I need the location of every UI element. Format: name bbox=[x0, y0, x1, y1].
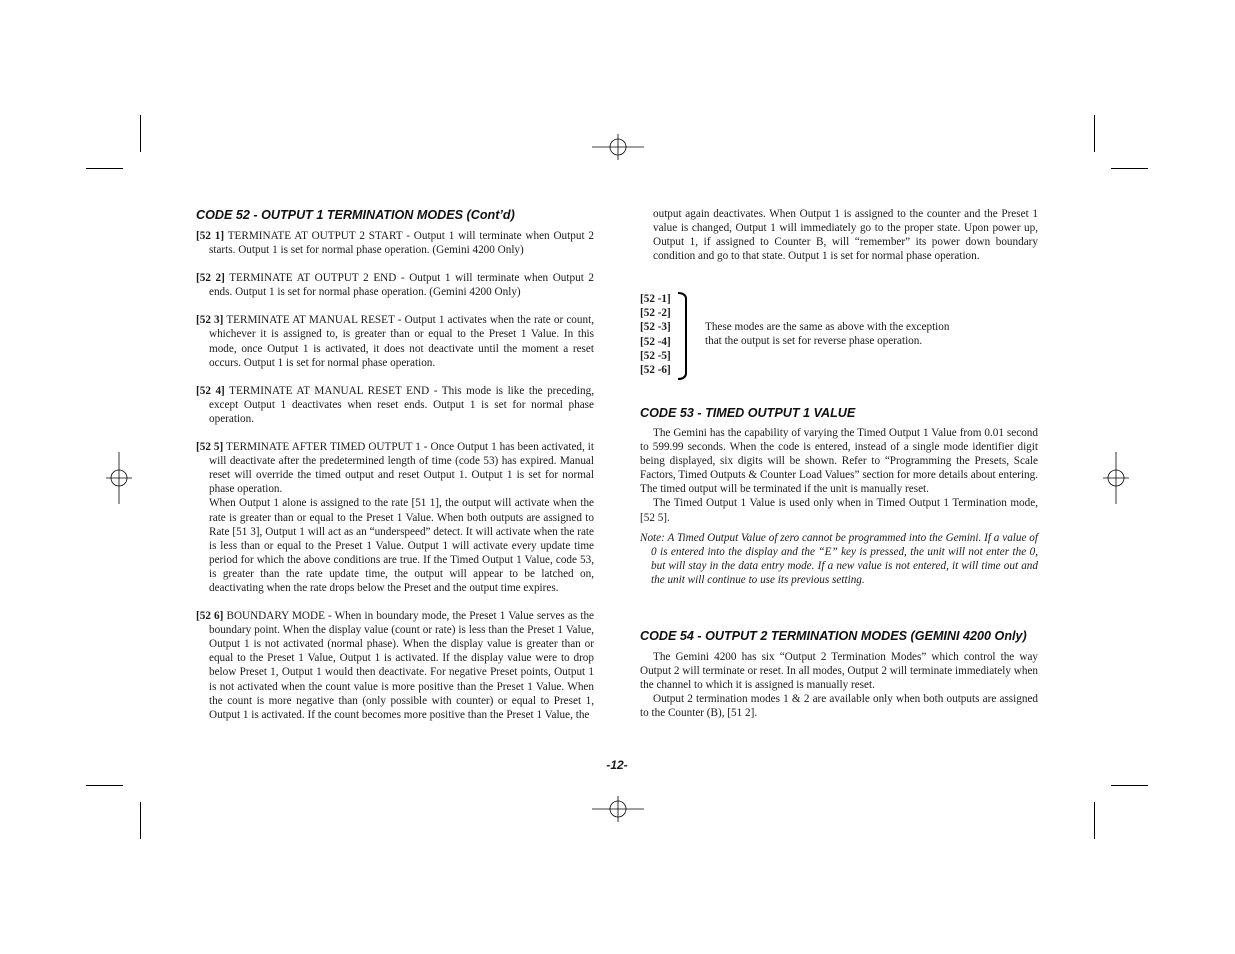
crop-mark bbox=[1111, 785, 1148, 786]
right-bracket-icon bbox=[676, 291, 692, 381]
crop-mark bbox=[1094, 115, 1095, 152]
mode-entry-52-6 bbox=[196, 609, 594, 722]
mode-entry-52-1 bbox=[196, 229, 594, 257]
reverse-code: [52 -5] bbox=[640, 349, 671, 362]
mode-entry-52-5 bbox=[196, 440, 594, 595]
registration-mark-icon bbox=[592, 794, 644, 824]
reverse-code: [52 -3] bbox=[640, 321, 671, 334]
mode-description: TERMINATE AT MANUAL RESET - Output 1 activates when the rate or count, whichever it is assigned to, is greater than or equal to the Preset 1 Value. In this mode, once Output 1 is activated, it does not deactivate until the moment a reset occurs. Output 1 is set for normal phase operation. bbox=[209, 314, 594, 369]
crop-mark bbox=[86, 785, 123, 786]
mode-description: TERMINATE AT MANUAL RESET END - This mode is like the preceding, except Output 1 deactivates when reset ends. Output 1 is set for normal phase operation. bbox=[209, 384, 594, 425]
crop-mark bbox=[86, 168, 123, 169]
mode-description: TERMINATE AT OUTPUT 2 END - Output 1 will terminate when Output 2 ends. Output 1 is set for normal phase operation. (Gemini 4200 Only) bbox=[209, 272, 594, 299]
continuation-text: output again deactivates. When Output 1 is assigned to the counter and the Preset 1 value is changed, Output 1 will immediately go to the proper state. Upon power up, Output 1, if assigned to Counter B, will “remember” its power down boundary condition and go to that state. Output 1 is set for normal phase operation. bbox=[653, 208, 1038, 263]
code-52-heading: CODE 52 - OUTPUT 1 TERMINATION MODES (Cont’d) bbox=[196, 208, 515, 222]
registration-mark-icon bbox=[1101, 452, 1131, 504]
reverse-codes-list bbox=[640, 292, 671, 377]
crop-mark bbox=[140, 115, 141, 152]
reverse-code: [52 -4] bbox=[640, 335, 671, 348]
reverse-phase-note bbox=[705, 320, 949, 348]
reverse-code: [52 -1] bbox=[640, 293, 671, 305]
crop-mark bbox=[1094, 802, 1095, 839]
code-53-section bbox=[640, 405, 1038, 587]
mode-description: BOUNDARY MODE - When in boundary mode, the Preset 1 Value serves as the boundary point. When the display value (count or rate) is less than the Preset 1 Value, Output 1 is not activated (normal phase). When the display value is greater than or equal to the Preset 1 Value, Output 1 is activated. If the display value were to drop below Preset 1, Output 1 would then deactivate. For negative Preset points, Output 1 is not activated when the count value is more positive than the Preset 1 Value. When the count is more negative than (only possible with counter) or equal to Preset 1, Output 1 is activated. If the count becomes more positive than the Preset 1 Value, the bbox=[209, 610, 595, 721]
registration-mark-icon bbox=[104, 452, 134, 504]
crop-mark bbox=[1111, 168, 1148, 169]
reverse-note-line: that the output is set for reverse phase operation. bbox=[705, 335, 923, 348]
code-54-heading: CODE 54 - OUTPUT 2 TERMINATION MODES (GEMINI 4200 Only) bbox=[640, 629, 1027, 643]
mode-entry-52-2 bbox=[196, 271, 594, 299]
reverse-code: [52 -6] bbox=[640, 364, 671, 377]
mode-description: TERMINATE AFTER TIMED OUTPUT 1 - Once Output 1 has been activated, it will deactivate after the predetermined length of time (code 53) has expired. Manual reset will override the timed output and reset Output 1. Output 1 is set for normal phase operation. bbox=[209, 441, 595, 496]
mode-entry-52-4 bbox=[196, 384, 594, 426]
registration-mark-icon bbox=[592, 132, 644, 162]
mode-code: [52 2] bbox=[196, 272, 225, 285]
code-54-paragraph: The Gemini 4200 has six “Output 2 Termination Modes” which control the way Output 2 will terminate or reset. In all modes, Output 2 will terminate immediately when the channel to which it is assigned is manually reset. bbox=[640, 651, 1038, 692]
mode-code: [52 5] bbox=[196, 441, 224, 454]
mode-code: [52 6] bbox=[196, 610, 224, 623]
right-column-continuation bbox=[653, 207, 1038, 263]
page-number: -12- bbox=[606, 758, 628, 772]
code-53-paragraph: The Timed Output 1 Value is used only when in Timed Output 1 Termination mode, [52 5]. bbox=[640, 497, 1038, 524]
mode-description: TERMINATE AT OUTPUT 2 START - Output 1 will terminate when Output 2 starts. Output 1 is set for normal phase operation. (Gemini 4200 Only) bbox=[209, 230, 594, 257]
mode-entry-52-3 bbox=[196, 313, 594, 369]
code-53-note: Note: A Timed Output Value of zero cannot be programmed into the Gemini. If a value of 0 is entered into the display and the “E” key is pressed, the unit will not enter the 0, but will stay in the data entry mode. If a new value is not entered, it will time out and the unit will continue to use its previous setting. bbox=[640, 531, 1038, 586]
code-54-paragraph: Output 2 termination modes 1 & 2 are available only when both outputs are assigned to the Counter (B), [51 2]. bbox=[640, 693, 1038, 720]
code-54-section bbox=[640, 628, 1038, 720]
reverse-code: [52 -2] bbox=[640, 307, 671, 320]
mode-code: [52 4] bbox=[196, 384, 225, 397]
mode-code: [52 3] bbox=[196, 314, 224, 327]
crop-mark bbox=[140, 802, 141, 839]
reverse-note-line: These modes are the same as above with the exception bbox=[705, 321, 950, 333]
mode-code: [52 1] bbox=[196, 230, 225, 242]
mode-extra-paragraph: When Output 1 alone is assigned to the rate [51 1], the output will activate when the rate is greater than or equal to the Preset 1 Value. When both outputs are assigned to Rate [51 3], Output 1 will act as an “underspeed” detect. It will activate when the rate is less than or equal to the Preset 1 Value. Output 1 will activate every update time period for which the above conditions are true. If the Timed Output 1 Value, code 53, is greater than the rate update time, the output will appear to be latched on, deactivating when the rate drops below the Preset and the output time expires. bbox=[209, 497, 594, 594]
left-column bbox=[196, 207, 594, 722]
code-53-heading: CODE 53 - TIMED OUTPUT 1 VALUE bbox=[640, 406, 856, 420]
code-53-paragraph: The Gemini has the capability of varying the Timed Output 1 Value from 0.01 second to 599.99 seconds. When the code is entered, instead of a single mode identifier digit being displayed, six digits will be shown. Refer to “Programming the Presets, Scale Factors, Timed Outputs & Counter Load Values” section for more details about entering. The timed output will be terminated if the unit is manually reset. bbox=[640, 427, 1038, 496]
